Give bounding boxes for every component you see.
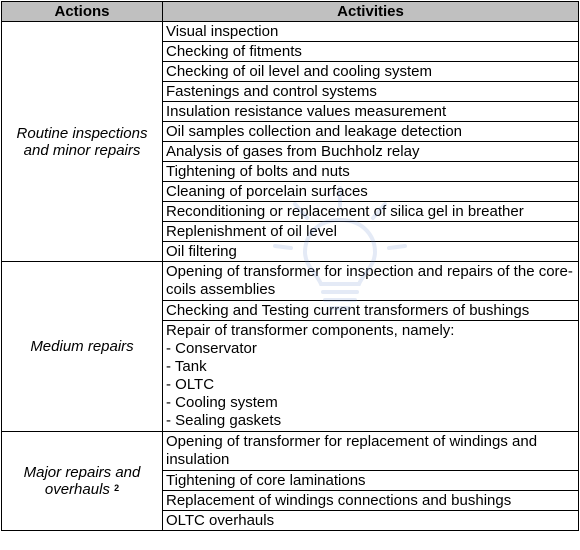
activity-cell: Opening of transformer for inspection and repairs of the core-coils assemblies [163,262,579,301]
activity-cell: Replenishment of oil level [163,222,579,242]
activity-cell: Oil samples collection and leakage detection [163,122,579,142]
maintenance-actions-table [1,1,579,531]
header-activities: Activities [163,2,579,22]
header-actions: Actions [2,2,163,22]
component-item: - OLTC [166,376,215,393]
activity-cell: Checking and Testing current transformers of bushings [163,301,579,321]
action-routine: Routine inspections and minor repairs [2,22,163,262]
activity-cell: Tightening of bolts and nuts [163,162,579,182]
footnote-marker: 2 [114,483,120,493]
component-item: - Sealing gaskets [166,412,282,429]
activity-cell: Cleaning of porcelain surfaces [163,182,579,202]
table-row [2,262,579,301]
component-repair-intro: Repair of transformer components, namely: [166,322,455,339]
action-major-label: Major repairs and overhauls [23,464,141,498]
component-item: - Conservator [166,340,257,357]
activity-cell: Insulation resistance values measurement [163,102,579,122]
activity-cell: Tightening of core laminations [163,471,579,491]
action-medium: Medium repairs [2,262,163,432]
activity-cell: Reconditioning or replacement of silica gel in breather [163,202,579,222]
activity-cell: Analysis of gases from Buchholz relay [163,142,579,162]
component-item: - Tank [166,358,207,375]
activity-cell: Visual inspection [163,22,579,42]
header-row [2,2,579,22]
maintenance-table-container [1,1,579,531]
activity-cell: Checking of fitments [163,42,579,62]
component-item: - Cooling system [166,394,278,411]
activity-cell: Oil filtering [163,242,579,262]
component-repair-cell [163,321,579,432]
activity-cell: Checking of oil level and cooling system [163,62,579,82]
table-row [2,432,579,471]
action-major [2,432,163,531]
activity-cell: Replacement of windings connections and bushings [163,491,579,511]
activity-cell: Fastenings and control systems [163,82,579,102]
activity-cell: Opening of transformer for replacement of windings and insulation [163,432,579,471]
activity-cell: OLTC overhauls [163,511,579,531]
table-row [2,22,579,42]
